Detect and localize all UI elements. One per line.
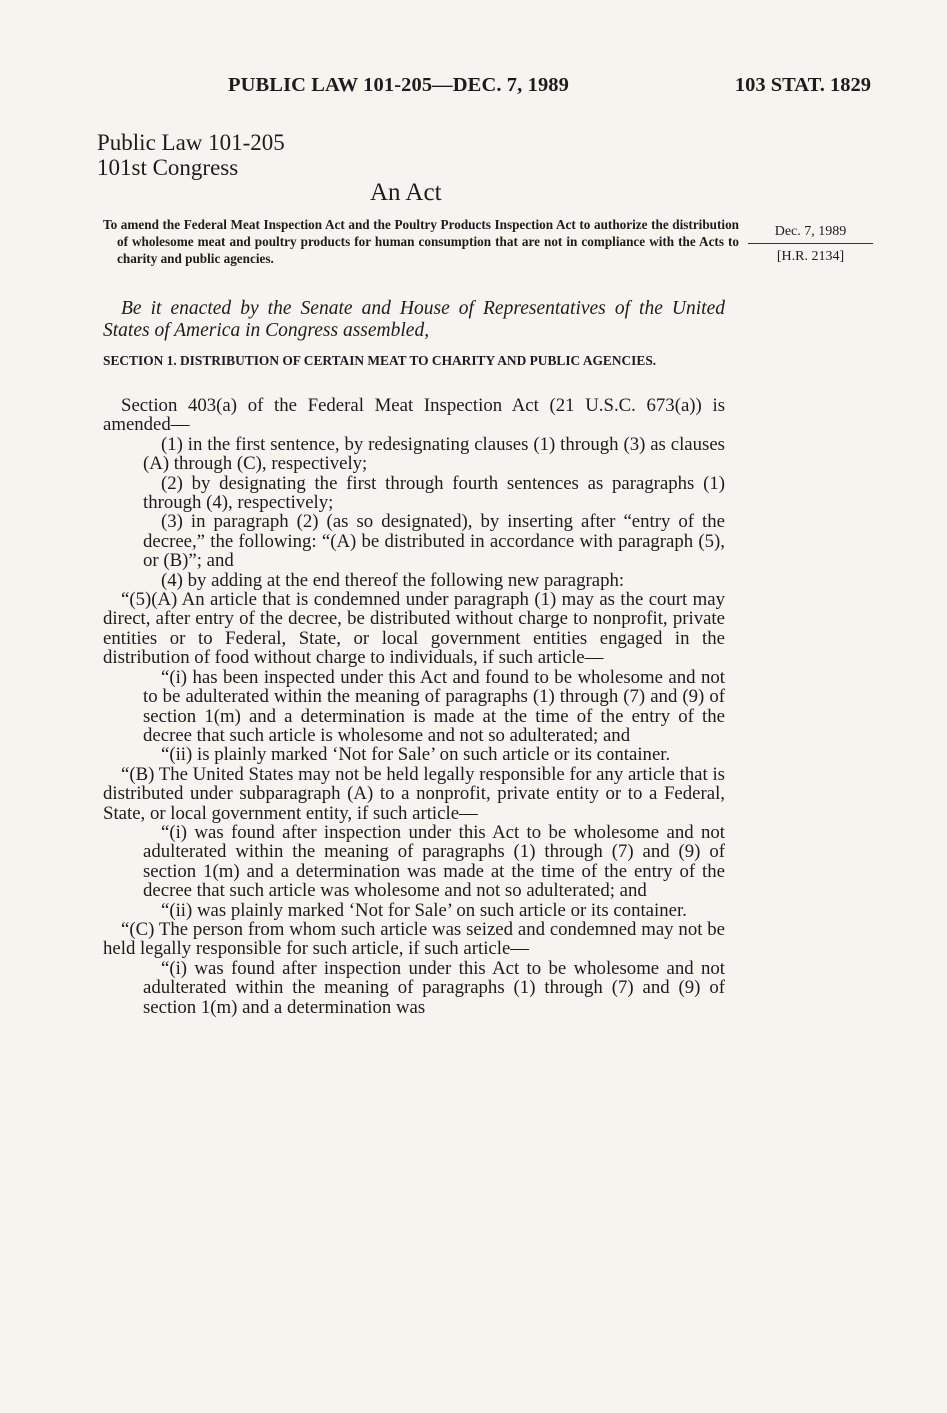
running-header: PUBLIC LAW 101-205—DEC. 7, 1989	[228, 74, 569, 96]
act-title: An Act	[370, 179, 442, 206]
new-paragraph-5a: “(5)(A) An article that is condemned under paragraph (1) may as the court may direct, after entry of the decree, be distributed without charge to nonprofit, private entities or to Federal, State, or local government entities engaged in the distribution of food without charge to individuals, if such article—	[103, 589, 725, 669]
enacting-clause: Be it enacted by the Senate and House of Representatives of the United States of America in Congress assembled,	[103, 298, 725, 341]
bill-number: [H.R. 2134]	[776, 249, 845, 264]
amendment-item-4: (4) by adding at the end thereof the following new paragraph:	[161, 569, 625, 591]
new-paragraph-5c-i: “(i) was found after inspection under this Act to be wholesome and not adulterated within the meaning of paragraphs (1) through (7) and (9) of section 1(m) and a determination was	[143, 957, 725, 1018]
statute-page-number: 103 STAT. 1829	[734, 74, 871, 96]
amendment-item-1: (1) in the first sentence, by redesignating clauses (1) through (3) as clauses (A) through (C), respectively;	[143, 433, 725, 475]
law-identifier	[97, 130, 285, 180]
body-intro: Section 403(a) of the Federal Meat Inspection Act (21 U.S.C. 673(a)) is amended—	[103, 395, 725, 436]
enactment-date: Dec. 7, 1989	[748, 222, 873, 244]
purpose-clause: To amend the Federal Meat Inspection Act and the Poultry Products Inspection Act to authorize the distribution of wholesome meat and poultry products for human consumption that are not in compliance with the Acts to charity and public agencies.	[103, 217, 739, 266]
new-paragraph-5b: “(B) The United States may not be held legally responsible for any article that is distributed under subparagraph (A) to a nonprofit, private entity or to a Federal, State, or local government entity, if such article—	[103, 763, 725, 824]
new-paragraph-5a-i: “(i) has been inspected under this Act and found to be wholesome and not to be adulterated within the meaning of paragraphs (1) through (7) and (9) of section 1(m) and a determination is made at the time of the entry of the decree that such article is wholesome and not so adulterated; and	[143, 666, 725, 746]
new-paragraph-5a-ii: “(ii) is plainly marked ‘Not for Sale’ on such article or its container.	[161, 744, 671, 766]
amendment-item-3: (3) in paragraph (2) (as so designated), by inserting after “entry of the decree,” the following: “(A) be distributed in accordance with paragraph (5), or (B)”; and	[143, 511, 725, 572]
congress-number: 101st Congress	[97, 155, 239, 180]
section-body	[103, 396, 725, 1017]
new-paragraph-5c: “(C) The person from whom such article was seized and condemned may not be held legally responsible for such article, if such article—	[103, 918, 725, 960]
amendment-item-2: (2) by designating the first through fourth sentences as paragraphs (1) through (4), respectively;	[143, 472, 725, 514]
public-law-number: Public Law 101-205	[97, 130, 285, 155]
section-heading: SECTION 1. DISTRIBUTION OF CERTAIN MEAT TO CHARITY AND PUBLIC AGENCIES.	[103, 353, 657, 368]
new-paragraph-5b-ii: “(ii) was plainly marked ‘Not for Sale’ on such article or its container.	[161, 899, 687, 921]
new-paragraph-5b-i: “(i) was found after inspection under this Act to be wholesome and not adulterated within the meaning of paragraphs (1) through (7) and (9) of section 1(m) and a determination was made at the time of the entry of the decree that such article was wholesome and not so adulterated; and	[143, 821, 725, 902]
margin-note	[748, 222, 873, 267]
